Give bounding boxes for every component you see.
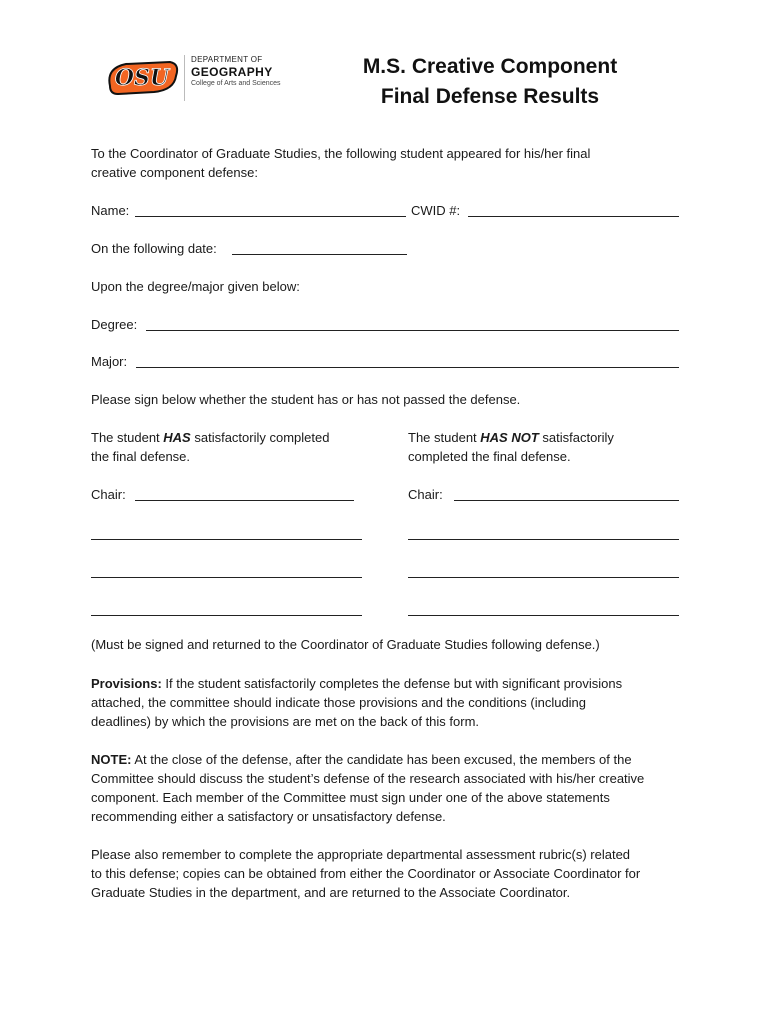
provisions-line-3: deadlines) by which the provisions are met on the back of this form. bbox=[91, 714, 480, 729]
cwid-label: CWID #: bbox=[411, 203, 461, 218]
not-passed-line-2: completed the final defense. bbox=[408, 449, 571, 464]
passed-pre: The student bbox=[91, 430, 164, 445]
major-field[interactable] bbox=[136, 367, 679, 368]
return-note: (Must be signed and returned to the Coordinator of Graduate Studies following defense.) bbox=[91, 637, 600, 652]
passed-member-signature[interactable] bbox=[91, 539, 362, 540]
not-passed-member-signature[interactable] bbox=[408, 615, 679, 616]
provisions-text-1: If the student satisfactorily completes the defense but with significant provisions bbox=[161, 676, 623, 691]
note-label: NOTE: bbox=[91, 752, 132, 767]
not-passed-post: satisfactorily bbox=[538, 430, 614, 445]
title-line-2: Final Defense Results bbox=[380, 85, 600, 108]
svg-text:OSU: OSU bbox=[114, 65, 170, 91]
degree-label: Degree: bbox=[91, 317, 138, 332]
major-label: Major: bbox=[91, 354, 128, 369]
note-line-3: component. Each member of the Committee must sign under one of the above statements bbox=[91, 790, 610, 805]
date-label: On the following date: bbox=[91, 241, 217, 256]
title-line-1: M.S. Creative Component bbox=[362, 55, 618, 78]
page-title bbox=[330, 52, 650, 112]
note-line-4: recommending either a satisfactory or unsatisfactory defense. bbox=[91, 809, 446, 824]
reminder-line-1: Please also remember to complete the appropriate departmental assessment rubric(s) related bbox=[91, 847, 631, 862]
passed-statement bbox=[91, 428, 329, 447]
passed-emph: HAS bbox=[163, 430, 191, 445]
passed-member-signature[interactable] bbox=[91, 577, 362, 578]
not-passed-member-signature[interactable] bbox=[408, 577, 679, 578]
degree-field[interactable] bbox=[146, 330, 679, 331]
cwid-field[interactable] bbox=[468, 216, 679, 217]
intro-line-2: creative component defense: bbox=[91, 165, 258, 180]
sign-instruction: Please sign below whether the student has or has not passed the defense. bbox=[91, 392, 521, 407]
note-text-1: At the close of the defense, after the candidate has been excused, the members of the bbox=[131, 752, 632, 767]
not-passed-member-signature[interactable] bbox=[408, 539, 679, 540]
passed-member-signature[interactable] bbox=[91, 615, 362, 616]
provisions-line-1 bbox=[91, 674, 622, 693]
reminder-line-2: to this defense; copies can be obtained from either the Coordinator or Associate Coordinator for bbox=[91, 866, 641, 881]
name-label: Name: bbox=[91, 203, 130, 218]
passed-line-2: the final defense. bbox=[91, 449, 191, 464]
osu-logo bbox=[104, 56, 180, 98]
degree-intro: Upon the degree/major given below: bbox=[91, 279, 300, 294]
date-field[interactable] bbox=[232, 254, 407, 255]
note-line-1 bbox=[91, 750, 632, 769]
dept-label: DEPARTMENT OF bbox=[191, 55, 263, 64]
passed-post: satisfactorily completed bbox=[190, 430, 330, 445]
not-passed-chair-label: Chair: bbox=[408, 487, 443, 502]
dept-name: GEOGRAPHY bbox=[191, 65, 273, 79]
college-name: College of Arts and Sciences bbox=[191, 80, 281, 87]
provisions-label: Provisions: bbox=[91, 676, 162, 691]
passed-chair-signature[interactable] bbox=[135, 500, 354, 501]
not-passed-statement bbox=[408, 428, 614, 447]
not-passed-emph: HAS NOT bbox=[480, 430, 539, 445]
not-passed-chair-signature[interactable] bbox=[454, 500, 679, 501]
not-passed-pre: The student bbox=[408, 430, 481, 445]
department-block bbox=[184, 55, 301, 101]
reminder-line-3: Graduate Studies in the department, and are returned to the Associate Coordinator. bbox=[91, 885, 571, 900]
intro-line-1: To the Coordinator of Graduate Studies, the following student appeared for his/her final bbox=[91, 146, 591, 161]
note-line-2: Committee should discuss the student’s defense of the research associated with his/her creative bbox=[91, 771, 645, 786]
name-field[interactable] bbox=[135, 216, 406, 217]
provisions-line-2: attached, the committee should indicate those provisions and the conditions (including bbox=[91, 695, 587, 710]
passed-chair-label: Chair: bbox=[91, 487, 126, 502]
